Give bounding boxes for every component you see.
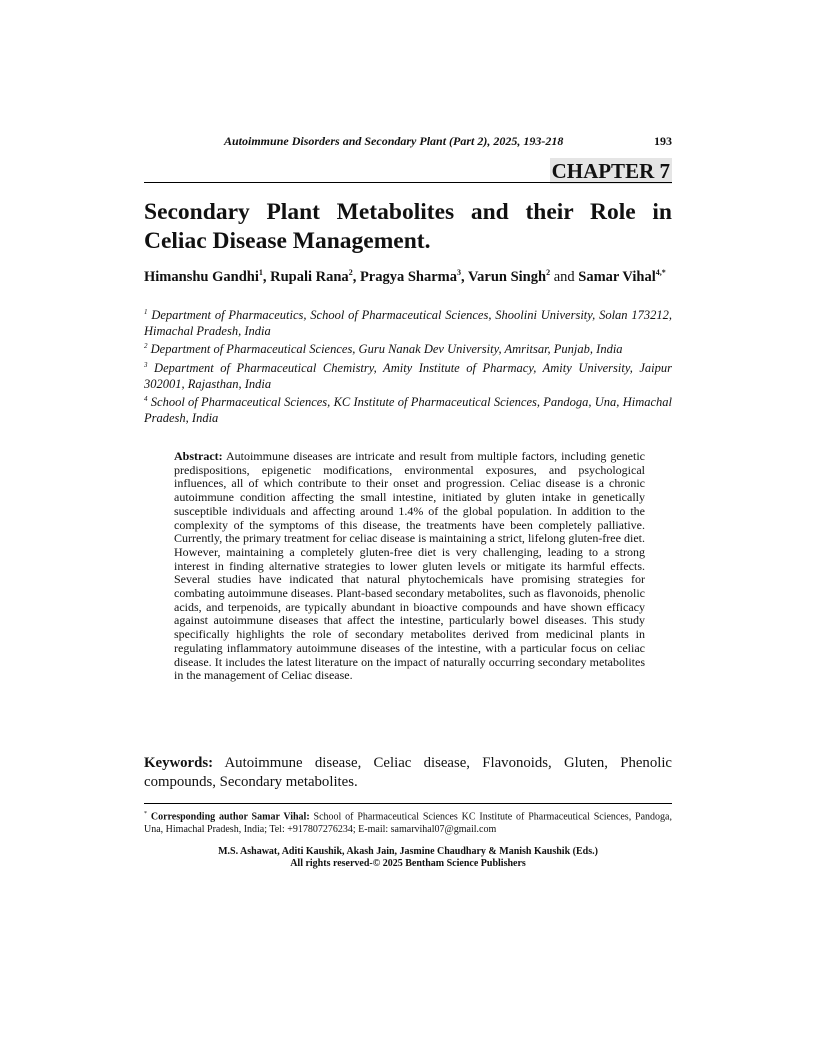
chapter-label: CHAPTER 7 [551,159,670,183]
author-sup: 2 [546,268,551,277]
footnote-label: Corresponding author Samar Vihal: [150,811,310,823]
affiliation-sup: 2 [144,342,148,350]
author-sup: 2 [348,268,353,277]
author-name: Samar Vihal [578,268,656,285]
running-head-title [224,134,563,149]
footnote [144,808,672,836]
affiliation-text: Department of Pharmaceutics, School of Pharmaceutical Sciences, Shoolini University, Solan 173212, Himachal Pradesh, India [144,308,672,339]
abstract [174,450,645,683]
footnote-rule [144,803,672,804]
affiliation-text: School of Pharmaceutical Sciences, KC Institute of Pharmaceutical Sciences, Pandoga, Una, Himachal Pradesh, India [144,395,672,426]
author-sup: 4,* [655,268,666,277]
affiliation [144,304,672,339]
author-sup: 1 [258,268,263,277]
book-meta: , 2025, 193-218 [487,134,564,148]
page-number: 193 [654,134,672,148]
affiliation-sup: 4 [144,395,148,403]
chapter-heading [144,158,672,184]
footnote-sup: * [144,811,147,817]
author-name: Himanshu Gandhi [144,268,259,285]
footnote-text: School of Pharmaceutical Sciences KC Institute of Pharmaceutical Sciences, Pandoga, Una, Himachal Pradesh, India; Tel: +917807276234; E-mail: samarvihal07@gmail.com [144,811,672,835]
author-list: Himanshu Gandhi$^1$, Rupali Rana$^2$, Pragya Sharma$^3$, Varun Singh$^2$ and Samar Vihal$^{4,*}$ [144,268,666,285]
editors: M.S. Ashawat, Aditi Kaushik, Akash Jain, Jasmine Chaudhary & Manish Kaushik (Eds.) [218,846,598,857]
affiliation [144,391,672,426]
affiliation-text: Department of Pharmaceutical Sciences, Guru Nanak Dev University, Amritsar, Punjab, India [150,342,623,357]
keywords-label: Keywords: [144,755,214,771]
chapter-title: Secondary Plant Metabolites and their Role in Celiac Disease Management. [144,199,672,254]
keywords-text: Autoimmune disease, Celiac disease, Flavonoids, Gluten, Phenolic compounds, Secondary metabolites. [144,755,673,790]
chapter-rule [144,182,672,183]
author-name: Varun Singh [468,268,547,285]
authors-and: and [553,268,575,285]
keywords [144,754,672,792]
affiliation [144,357,672,392]
affiliation [144,338,672,357]
rights: All rights reserved-© 2025 Bentham Science Publishers [290,858,526,869]
affiliation-text: Department of Pharmaceutical Chemistry, Amity Institute of Pharmacy, Amity University, Jaipur 302001, Rajasthan, India [144,361,672,392]
author-name: Pragya Sharma [359,268,457,285]
abstract-text: Autoimmune diseases are intricate and result from multiple factors, including genetic predispositions, epigenetic modifications, environmental exposures, and psychological influences, all of which contribute to their onset and progression. Celiac disease is a chronic autoimmune condition affecting the small intestine, initiated by gluten intake in genetically susceptible individuals and affecting around 1.4% of the global population. In addition to the complexity of the symptoms of this disease, the treatments have been completely palliative. Currently, the primary treatment for celiac disease is maintaining a strict, lifelong gluten-free diet. However, maintaining a completely gluten-free diet is very challenging, leading to a strong interest in finding alternative strategies to lower gluten levels or mitigate its harmful effects. Several studies have indicated that natural phytochemicals have promising strategies for combating autoimmune diseases. Plant-based secondary metabolites, such as flavonoids, phenolic acids, and terpenoids, are typically abundant in bioactive compounds and have shown efficacy against autoimmune diseases that affect the intestine, particularly bowel diseases. This study specifically highlights the role of secondary metabolites derived from medicinal plants in regulating inflammatory autoimmune diseases of the intestine, with a particular focus on celiac disease. It includes the latest literature on the impact of naturally occurring secondary metabolites in the management of Celiac disease. [174,449,645,683]
author-sup: 3 [457,268,461,277]
affiliation-sup: 1 [144,308,148,316]
book-title: Autoimmune Disorders and Secondary Plant (Part 2) [224,134,488,148]
abstract-label: Abstract: [174,449,223,463]
author-name: Rupali Rana [270,268,349,285]
editors-block [144,846,672,870]
affiliation-sup: 3 [144,361,148,369]
